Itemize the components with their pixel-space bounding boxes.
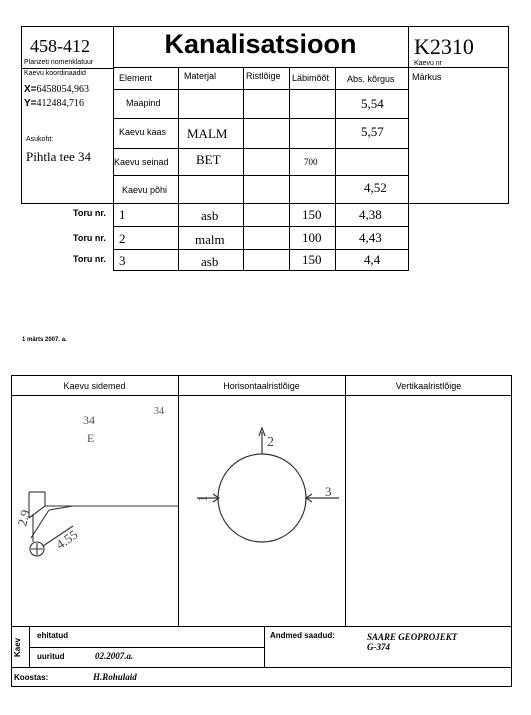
sketch-note-34-corner: 34: [154, 406, 164, 417]
pipe-labimoot: 100: [302, 230, 322, 245]
th-element: Element: [119, 73, 153, 83]
well-number-label: Kaevu nr: [414, 60, 443, 67]
pipe-label: Toru nr.: [73, 208, 106, 218]
pipe-label: Toru nr.: [73, 233, 106, 243]
andmed-label: Andmed saadud:: [270, 631, 335, 640]
pipe-nr: 1: [119, 207, 126, 222]
koostas-value: H.Rohulaid: [93, 672, 137, 682]
pipe-1-mark: 1: [195, 495, 210, 502]
pipe-materjal: malm: [195, 232, 225, 247]
sketch-note-e: E: [87, 431, 95, 445]
location-value: Pihtla tee 34: [26, 149, 91, 164]
pipe-label: Toru nr.: [73, 254, 106, 264]
pipe-materjal: asb: [201, 208, 219, 223]
th-labimoot: Läbimõõt: [292, 73, 330, 83]
th-materjal: Materjal: [184, 71, 217, 81]
row-materjal: BET: [196, 152, 221, 167]
row-abs: 5,57: [361, 124, 384, 139]
pipe-nr: 3: [119, 253, 126, 268]
row-element: Maapind: [126, 98, 161, 108]
location-label: Asukoht:: [26, 136, 54, 143]
col-kaevu-sidemed: Kaevu sidemed: [63, 381, 126, 391]
th-abs: Abs. kõrgus: [347, 74, 395, 84]
row-abs: 5,54: [361, 96, 384, 111]
pipe-abs: 4,4: [364, 252, 381, 267]
ehitatud-label: ehitatud: [37, 631, 69, 640]
coord-y: Y=412484,716: [24, 98, 85, 109]
row-element: Kaevu põhi: [122, 185, 168, 195]
th-ristloige: Ristlõige: [246, 71, 281, 81]
andmed-value-1: SAARE GEOPROJEKT: [367, 632, 458, 642]
andmed-value-2: G-374: [367, 642, 390, 652]
date-note: 1 märts 2007. a.: [22, 337, 67, 343]
pipe-labimoot: 150: [302, 207, 322, 222]
kaev-side-label: Kaev: [13, 637, 22, 657]
row-element: Kaevu seinad: [114, 157, 169, 167]
row-element: Kaevu kaas: [119, 127, 167, 137]
pipe-nr: 2: [119, 231, 126, 246]
coord-x: X=6458054,963: [24, 84, 90, 95]
row-labimoot: 700: [304, 157, 318, 167]
well-links-sketch: [11, 396, 178, 626]
pipe-2-mark: 2: [267, 435, 274, 450]
col-horisontaal: Horisontaalristlõige: [223, 381, 300, 391]
th-markus: Märkus: [412, 72, 442, 82]
pipe-labimoot: 150: [302, 252, 322, 267]
sketch-dim-2-9: 2.9: [14, 508, 33, 528]
koostas-label: Koostas:: [14, 673, 49, 682]
pipe-3-mark: 3: [325, 484, 332, 499]
coords-label: Kaevu koordinaadid: [24, 70, 86, 77]
pipe-abs: 4,43: [359, 230, 382, 245]
pipe-materjal: asb: [201, 254, 219, 269]
plan-number: 458-412: [30, 36, 90, 56]
row-materjal: MALM: [187, 126, 228, 141]
col-vertikaal: Vertikaalristlõige: [395, 381, 462, 391]
row-abs: 4,52: [364, 180, 387, 195]
uuritud-value: 02.2007.a.: [95, 651, 134, 661]
sketch-dim-4-55: 4.55: [53, 526, 81, 553]
horizontal-section-sketch: [179, 396, 345, 626]
uuritud-label: uuritud: [37, 652, 65, 661]
sketch-note-34: 34: [83, 413, 95, 427]
page-title: Kanalisatsioon: [164, 29, 357, 59]
well-number: K2310: [414, 34, 474, 59]
pipe-abs: 4,38: [359, 207, 382, 222]
plan-number-label: Planzeti nomenklatuur: [24, 59, 94, 66]
